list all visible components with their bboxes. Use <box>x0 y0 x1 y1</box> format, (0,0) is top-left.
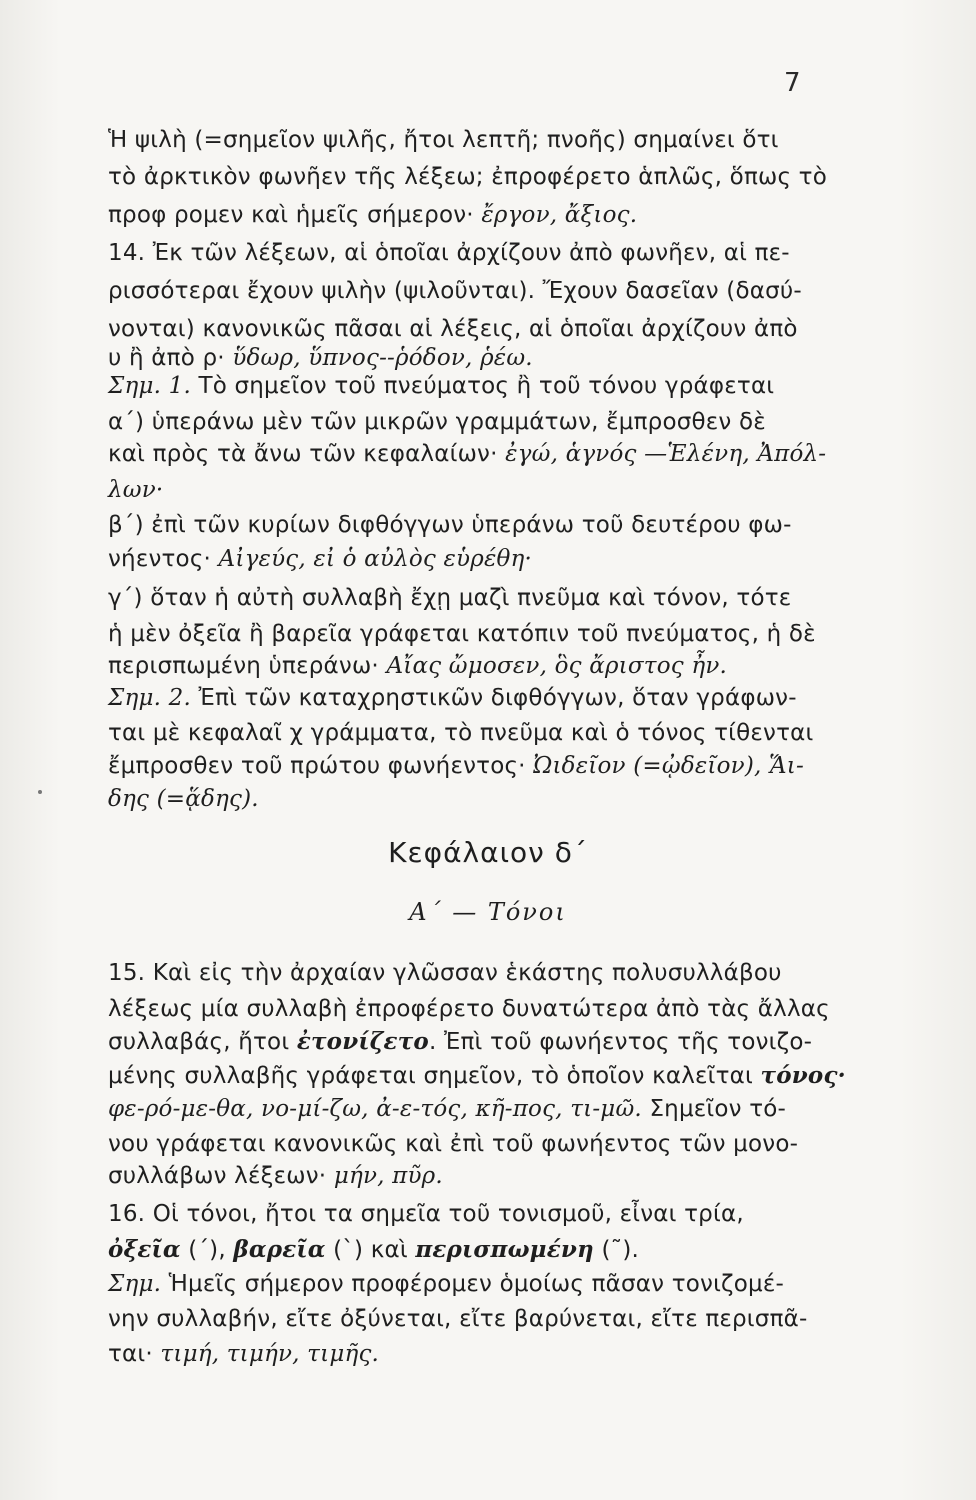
text-line <box>108 315 798 343</box>
text-line <box>108 1270 784 1298</box>
text-line <box>108 201 637 229</box>
text-run: συλλάβων λέξεων· <box>108 1163 334 1189</box>
text-run: Αἰγεύς, εἰ ὁ αὐλὸς εὑρέθη· <box>218 546 533 572</box>
text-run: β΄) ἐπὶ τῶν κυρίων διφθόγγων ὑπεράνω τοῦ δευτέρου φω- <box>108 512 792 538</box>
text-run: περισπωμένη ὑπεράνω· <box>108 653 387 679</box>
margin-mark <box>38 790 42 794</box>
text-run: ἐτονίζετο <box>296 1028 429 1055</box>
text-line <box>108 1236 639 1264</box>
text-line <box>108 959 782 987</box>
text-run: . Ἐπὶ τοῦ φωνήεντος τῆς τονιζο- <box>428 1029 813 1055</box>
text-line <box>108 372 774 400</box>
text-run: λέξεως μία συλλαβὴ ἐπροφέρετο δυνατώτερα ἀπὸ τὰς ἄλλας <box>108 996 830 1022</box>
text-line <box>108 408 766 436</box>
page-number: 7 <box>784 68 801 98</box>
text-line <box>108 545 532 573</box>
text-run: ἐγώ, ἁγνός —Ἑλένη, Ἀπόλ- <box>505 441 827 467</box>
text-run: Σημ. 2. <box>108 685 199 711</box>
text-run: Σημεῖον τό- <box>649 1096 787 1122</box>
text-line <box>108 344 533 372</box>
text-run: νήεντος· <box>108 546 219 572</box>
text-run: δης (=ᾅδης). <box>108 786 259 812</box>
text-run: ἡ μὲν ὀξεῖα ἢ βαρεῖα γράφεται κατόπιν τοῦ πνεύματος, ἡ δὲ <box>108 621 816 647</box>
text-run: ρισσότεραι ἔχουν ψιλὴν (ψιλοῦνται). Ἔχουν δασεῖαν (δασύ- <box>108 278 802 304</box>
text-run: Τὸ σημεῖον τοῦ πνεύματος ἢ τοῦ τόνου γράφεται <box>198 373 775 399</box>
text-line <box>108 511 792 539</box>
text-run: (`) καὶ <box>325 1237 416 1263</box>
text-line <box>108 277 802 305</box>
text-line <box>108 239 790 267</box>
text-line <box>108 752 804 780</box>
text-run: 16. Οἱ τόνοι, ἤτοι τα σημεῖα τοῦ τονισμοῦ, εἶναι τρία, <box>108 1201 744 1227</box>
text-run: α΄) ὑπεράνω μὲν τῶν μικρῶν γραμμάτων, ἔμπροσθεν δὲ <box>108 409 766 435</box>
text-line <box>108 1130 798 1158</box>
text-line <box>108 1340 379 1368</box>
text-run: περισπωμένη <box>415 1236 594 1263</box>
text-line <box>108 1062 846 1090</box>
text-run: γ΄) ὅταν ἡ αὐτὴ συλλαβὴ ἔχῃ μαζὶ πνεῦμα καὶ τόνον, τότε <box>108 585 792 611</box>
text-line <box>108 620 816 648</box>
text-run: τόνος· <box>760 1062 846 1089</box>
text-run: τιμή, τιμήν, τιμῆς. <box>160 1341 380 1367</box>
text-run: (῀). <box>593 1237 640 1263</box>
text-run: φε-ρό-με-θα, νο-μί-ζω, ἀ-ε-τός, κῆ-πος, τι-μῶ. <box>108 1096 650 1122</box>
text-run: λων· <box>108 477 164 503</box>
text-run: ἔργον, ἄξιος. <box>481 202 638 228</box>
text-line <box>108 440 826 468</box>
text-line <box>108 584 791 612</box>
text-run: Ἡμεῖς σήμερον προφέρομεν ὁμοίως πᾶσαν τονιζομέ- <box>168 1271 784 1297</box>
text-line <box>108 1162 443 1190</box>
text-run: βαρεῖα <box>233 1236 326 1263</box>
text-line <box>108 652 727 680</box>
chapter-heading: Κεφάλαιον δ΄ <box>388 836 588 869</box>
text-run: ται μὲ κεφαλαῖ χ γράμματα, τὸ πνεῦμα καὶ ὁ τόνος τίθενται <box>108 720 814 746</box>
text-run: καὶ πρὸς τὰ ἄνω τῶν κεφαλαίων· <box>108 441 506 467</box>
text-line <box>108 1200 744 1228</box>
text-line <box>108 684 797 712</box>
text-run: Σημ. 1. <box>108 373 199 399</box>
text-run: συλλαβάς, ἤτοι <box>108 1029 297 1055</box>
text-line <box>108 719 813 747</box>
text-run: μήν, πῦρ. <box>333 1163 443 1189</box>
text-run: Ἡ ψιλὴ (=σημεῖον ψιλῆς, ἤτοι λεπτῆ; πνοῆς) σημαίνει ὅτι <box>108 127 779 153</box>
text-line <box>108 995 830 1023</box>
text-run: 15. Καὶ εἰς τὴν ἀρχαίαν γλῶσσαν ἑκάστης πολυσυλλάβου <box>108 960 782 986</box>
text-run: νονται) κανονικῶς πᾶσαι αἱ λέξεις, αἱ ὁποῖαι ἀρχίζουν ἀπὸ <box>108 316 798 342</box>
text-run: Αἴας ὤμοσεν, ὃς ἄριστος ἦν. <box>386 653 728 679</box>
chapter-subheading: Α΄ — Τόνοι <box>409 898 567 926</box>
text-run: μένης συλλαβῆς γράφεται σημεῖον, τὸ ὁποῖον καλεῖται <box>108 1063 761 1089</box>
text-line <box>108 163 827 191</box>
text-run: ται· <box>108 1341 161 1367</box>
text-run: Ἐπὶ τῶν καταχρηστικῶν διφθόγγων, ὅταν γράφων- <box>198 685 797 711</box>
text-run: τὸ ἀρκτικὸν φωνῆεν τῆς λέξεω; ἐπροφέρετο ἁπλῶς, ὅπως τὸ <box>108 164 827 190</box>
text-run: Σημ. <box>108 1271 169 1297</box>
text-run: ὀξεῖα <box>108 1236 181 1263</box>
text-line <box>108 1305 807 1333</box>
text-run: 14. Ἐκ τῶν λέξεων, αἱ ὁποῖαι ἀρχίζουν ἀπὸ φωνῆεν, αἱ πε- <box>108 240 790 266</box>
text-line <box>108 1028 812 1056</box>
text-line <box>108 785 259 813</box>
text-run: νου γράφεται κανονικῶς καὶ ἐπὶ τοῦ φωνήεντος τῶν μονο- <box>108 1131 799 1157</box>
text-run: υ ἢ ἀπὸ ρ· <box>108 345 233 371</box>
text-run: Ὠιδεῖον (=ᾠδεῖον), Ἅι- <box>533 753 804 779</box>
text-run: ὕδωρ, ὕπνος--ῥόδον, ῥέω. <box>232 345 533 371</box>
text-run: προφ ρομεν καὶ ἡμεῖς σήμερον· <box>108 202 482 228</box>
text-line <box>108 1095 786 1123</box>
text-run: νην συλλαβήν, εἴτε ὀξύνεται, εἴτε βαρύνεται, εἴτε περισπᾶ- <box>108 1306 808 1332</box>
text-line <box>108 126 779 154</box>
text-run: (΄), <box>180 1237 234 1263</box>
text-line <box>108 476 163 504</box>
text-run: ἔμπροσθεν τοῦ πρώτου φωνήεντος· <box>108 753 534 779</box>
